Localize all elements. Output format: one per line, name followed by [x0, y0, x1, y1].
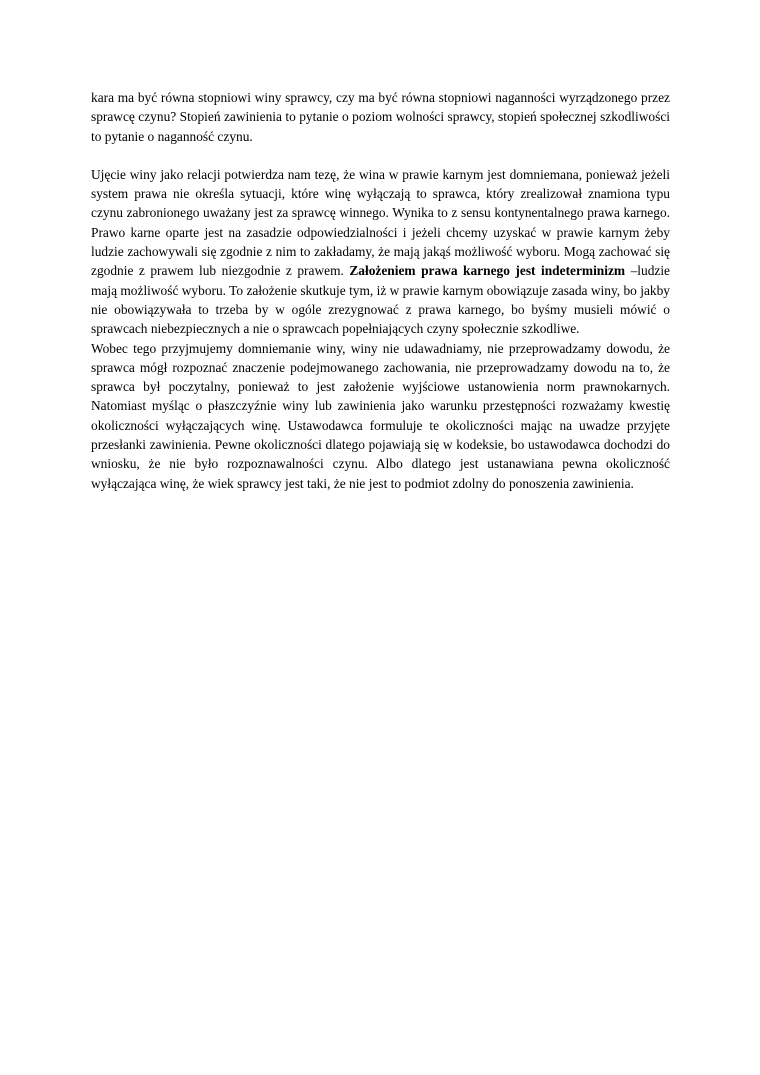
document-body — [91, 88, 670, 493]
paragraph-2-text-after: –ludzie mają możliwość wyboru. To założenie skutkuje tym, iż w prawie karnym obowiązuje zasada winy, bo jakby nie obowiązywała to trzeba by w ogóle zrezygnować z prawa karnego, bo byśmy musieli mówić o sprawcach niebezpiecznych a nie o sprawcach popełniających czyny społecznie szkodliwe. — [91, 263, 670, 337]
paragraph-2-bold-thesis: Założeniem prawa karnego jest indeterminizm — [349, 263, 626, 279]
paragraph-3: Wobec tego przyjmujemy domniemanie winy, winy nie udawadniamy, nie przeprowadzamy dowodu, że sprawca mógł rozpoznać znaczenie podejmowanego zachowania, nie przeprowadzamy dowodu na to, że sprawca był poczytalny, ponieważ to jest założenie wyjściowe ustanowienia norm prawnokarnych. Natomiast myśląc o płaszczyźnie winy lub zawinienia jako warunku przestępności rozważamy kwestię okoliczności wyłączających winę. Ustawodawca formuluje te okoliczności mając na uwadze przyjęte przesłanki zawinienia. Pewne okoliczności dlatego pojawiają się w kodeksie, bo ustawodawca dochodzi do wniosku, że nie było rozpoznawalności czynu. Albo dlatego jest ustanawiana pewna okoliczność wyłączająca winę, że wiek sprawcy jest taki, że nie jest to podmiot zdolny do ponoszenia zawinienia. — [91, 340, 670, 491]
paragraph-1: kara ma być równa stopniowi winy sprawcy, czy ma być równa stopniowi naganności wyrządzonego przez sprawcę czynu? Stopień zawinienia to pytanie o poziom wolności sprawcy, stopień społecznej szkodliwości to pytanie o naganność czynu. — [91, 90, 670, 144]
paragraph-2-text-before: Ujęcie winy jako relacji potwierdza nam tezę, że wina w prawie karnym jest domniemana, ponieważ jeżeli system prawa nie określa sytuacji, które winę wyłączają to sprawca, który zrealizował znamiona typu czynu zabronionego uważany jest za sprawcę winnego. Wynika to z sensu kontynentalnego prawa karnego. Prawo karne oparte jest na zasadzie odpowiedzialności i jeżeli chcemy uzyskać w prawie karnym żeby ludzie zachowywali się zgodnie z nim to zakładamy, że mają jakąś możliwość wyboru. Mogą zachować się zgodnie z prawem lub niezgodnie z prawem. — [91, 166, 670, 279]
paragraph-2 — [91, 165, 670, 339]
